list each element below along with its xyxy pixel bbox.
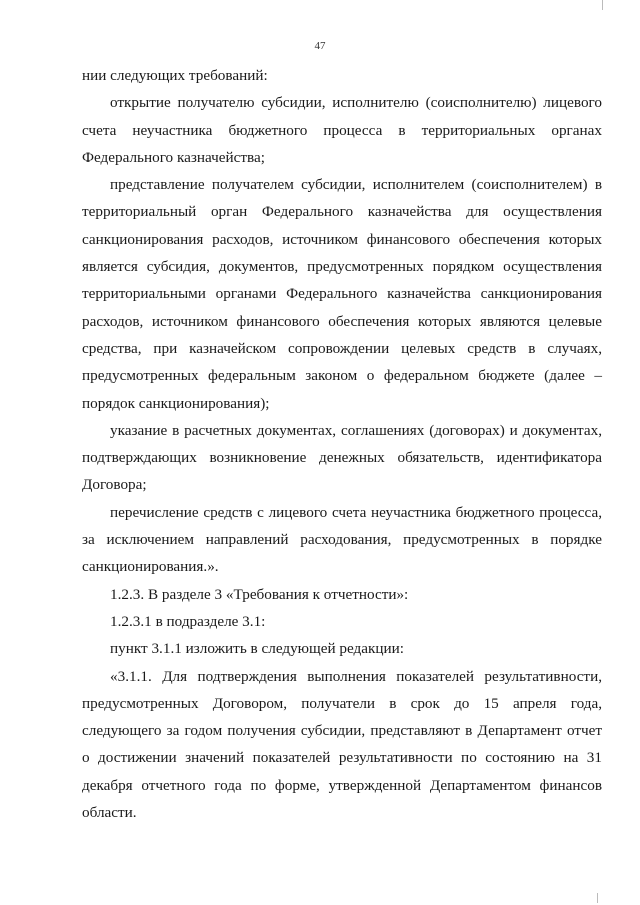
paragraph-continuation: нии следующих требований: — [82, 67, 268, 84]
paragraph-transfer: перечисление средств с лицевого счета неучастника бюджетного процесса, за исключением направлений расходования, предусмотренных в порядке санкционирования.». — [82, 503, 602, 576]
paragraph-item-3-1-1-intro: пункт 3.1.1 изложить в следующей редакции: — [110, 640, 404, 658]
paragraph-item-3-1-1: «3.1.1. Для подтверждения выполнения показателей результативности, предусмотренных Договором, получатели в срок до 15 апреля года, следующего за годом получения субсидии, представляют в Департамент отчет о достижении значений показателей результативности по состоянию на 31 декабря отчетного года по форме, утвержденной Департаментом финансов области. — [82, 667, 602, 822]
paragraph-identifier: указание в расчетных документах, соглашениях (договорах) и документах, подтверждающих возникновение денежных обязательств, идентификатора Договора; — [82, 421, 602, 494]
scan-edge-mark-bottom — [597, 893, 598, 903]
scan-edge-mark-top — [602, 0, 603, 10]
paragraph-account-opening: открытие получателю субсидии, исполнителю (соисполнителю) лицевого счета неучастника бюджетного процесса в территориальных органах Федерального казначейства; — [82, 94, 602, 166]
paragraph-subsection-3-1: 1.2.3.1 в подразделе 3.1: — [110, 612, 266, 630]
paragraph-submission: представление получателем субсидии, исполнителем (соисполнителем) в территориальный орган Федерального казначейства для осуществления санкционирования расходов, источником финансового обеспечения которых является субсидия, документов, предусмотренных порядком осуществления территориальными органами Федерального казначейства санкционирования расходов, источником финансового обеспечения которых являются целевые средства, при казначейском сопровождении целевых средств в случаях, предусмотренных федеральным законом о федеральном бюджете (далее – порядок санкционирования); — [82, 176, 602, 412]
page-number: 47 — [314, 40, 326, 52]
paragraph-section-3: 1.2.3. В разделе 3 «Требования к отчетности»: — [110, 585, 409, 603]
document-body — [82, 62, 602, 826]
